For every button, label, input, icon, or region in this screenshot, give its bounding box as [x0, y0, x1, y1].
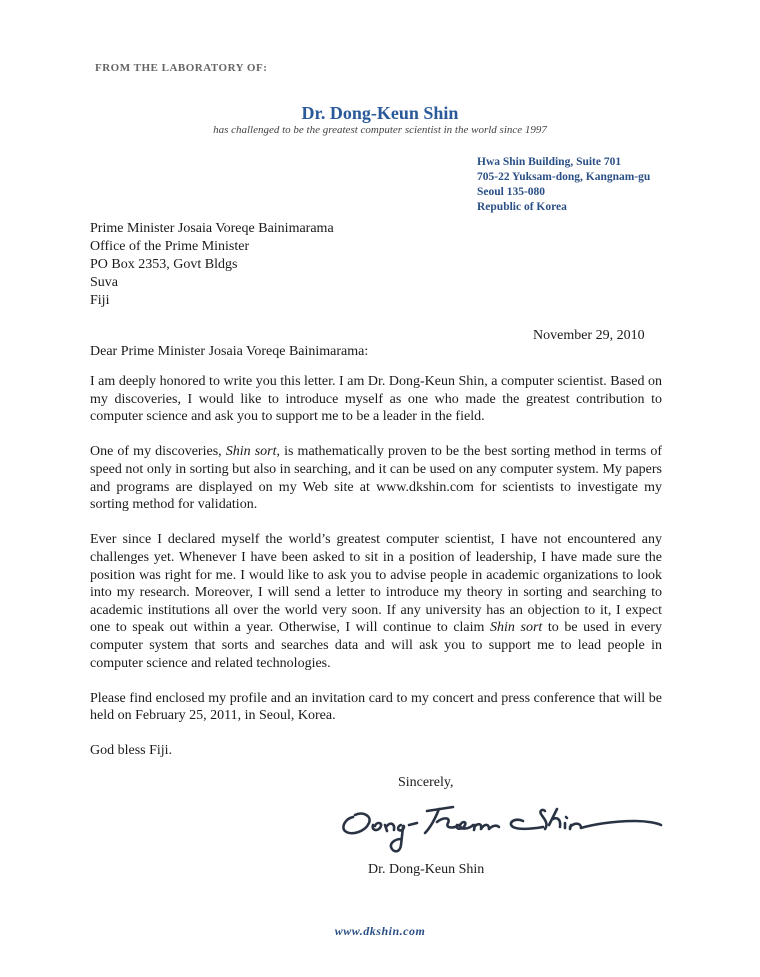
from-laboratory-label: FROM THE LABORATORY OF:	[95, 62, 268, 74]
handwritten-signature	[335, 795, 675, 857]
recipient-line: Fiji	[90, 293, 110, 308]
recipient-address	[90, 220, 334, 310]
letterhead-tagline: has challenged to be the greatest computer scientist in the world since 1997	[213, 124, 547, 136]
sender-address-line: Seoul 135-080	[477, 186, 546, 198]
sender-address-line: Hwa Shin Building, Suite 701	[477, 156, 622, 168]
recipient-line: Prime Minister Josaia Voreqe Bainimarama	[90, 221, 334, 236]
sender-address-line: Republic of Korea	[477, 201, 567, 213]
body-paragraph	[90, 443, 662, 513]
closing: Sincerely,	[398, 775, 454, 790]
recipient-line: Suva	[90, 275, 118, 290]
recipient-line: Office of the Prime Minister	[90, 239, 250, 254]
salutation: Dear Prime Minister Josaia Voreqe Bainimarama:	[90, 344, 369, 359]
letter-date: November 29, 2010	[533, 328, 645, 343]
footer-website-url: www.dkshin.com	[334, 924, 426, 938]
sender-address-line: 705-22 Yuksam-dong, Kangnam-gu	[477, 171, 651, 183]
letterhead-name: Dr. Dong-Keun Shin	[301, 103, 459, 123]
paragraph-text: One of my discoveries,	[90, 444, 226, 460]
letter-body	[90, 373, 662, 778]
paragraph-text: Ever since I declared myself the world’s greatest computer scientist, I have not encountered any challenges yet. Whenever I have been asked to sit in a position of leadership, I have made sure the position was right for me. I would like to ask you to advise people in academic organizations to look into my research. Moreover, I will send a letter to introduce my theory in sorting and searching to academic institutions all over the world very soon. If any university has an objection to it, I expect one to speak out within a year. Otherwise, I will continue to claim	[90, 532, 662, 636]
paragraph-text: to be used in every computer system that sorts and searches data and will ask you to support me to lead people in computer science and related technologies.	[90, 620, 662, 671]
paragraph-text: , is mathematically proven to be the best sorting method in terms of speed not only in sorting but also in searching, and it can be used on any computer system. My papers and programs are displayed on my Web site at www.dkshin.com for scientists to investigate my sorting method for validation.	[90, 444, 662, 513]
sender-address	[477, 155, 650, 215]
signer-name: Dr. Dong-Keun Shin	[368, 862, 485, 877]
body-paragraph	[90, 531, 662, 672]
body-paragraph: God bless Fiji.	[90, 743, 173, 759]
body-paragraph: I am deeply honored to write you this letter. I am Dr. Dong-Keun Shin, a computer scientist. Based on my discoveries, I would like to introduce myself as one who made the greatest contribution to computer science and ask you to support me to be a leader in the field.	[90, 374, 662, 425]
body-paragraph: Please find enclosed my profile and an invitation card to my concert and press conference that will be held on February 25, 2011, in Seoul, Korea.	[90, 690, 662, 724]
shin-sort-emphasis: Shin sort	[225, 444, 277, 460]
shin-sort-emphasis: Shin sort	[490, 620, 543, 636]
recipient-line: PO Box 2353, Govt Bldgs	[90, 257, 238, 272]
